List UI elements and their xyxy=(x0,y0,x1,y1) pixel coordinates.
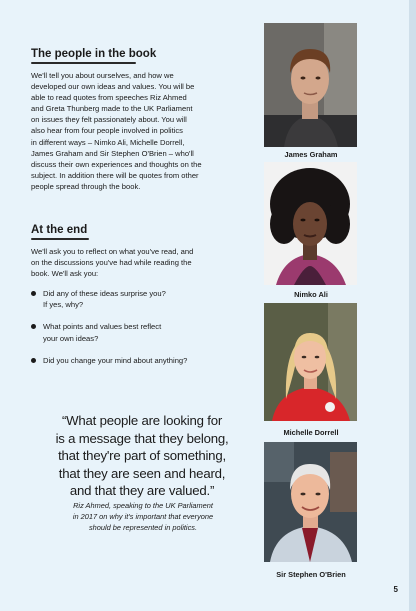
quote-line: is a message that they belong, xyxy=(55,430,229,446)
text-line: discuss their own experiences and thoughts on the xyxy=(31,159,202,169)
person-caption: Michelle Dorrell xyxy=(283,428,339,437)
text-line: We'll ask you to reflect on what you've read, and xyxy=(31,247,194,256)
list-item xyxy=(31,355,231,366)
list-item-text: What points and values best reflect xyxy=(43,322,162,332)
portrait-stephen-obrien-icon xyxy=(264,442,357,562)
quote-line: “What people are looking for xyxy=(61,413,223,428)
person-caption: Nimko Ali xyxy=(294,290,328,299)
portrait-nimko-ali-icon xyxy=(264,162,357,285)
list-item-text: your own ideas? xyxy=(43,333,99,343)
quote-line: and that they are valued.” xyxy=(69,483,215,499)
attribution-line: should be represented in politics. xyxy=(88,523,198,532)
attribution-line: Riz Ahmed, speaking to the UK Parliament xyxy=(73,501,213,510)
section-paragraph xyxy=(31,70,231,192)
quote-line: that they're part of something, xyxy=(58,448,226,464)
person-caption: James Graham xyxy=(284,150,338,159)
text-line: in different ways – Nimko Ali, Michelle Dorrell, xyxy=(31,137,185,147)
question-list xyxy=(31,288,231,377)
bullet-icon xyxy=(31,291,36,296)
portrait-james-graham-icon xyxy=(264,23,357,147)
section-paragraph xyxy=(31,246,231,279)
text-line: We'll tell you about ourselves, and how we xyxy=(31,71,174,80)
page-edge xyxy=(409,0,416,611)
bullet-icon xyxy=(31,324,36,329)
text-line: people spread through the book. xyxy=(31,181,141,191)
section-heading: The people in the book xyxy=(31,48,157,60)
list-item xyxy=(31,288,231,310)
list-item-text: If yes, why? xyxy=(43,300,84,310)
person-caption: Sir Stephen O'Brien xyxy=(276,570,346,579)
text-line: able to read quotes from speeches Riz Ahmed xyxy=(31,93,187,103)
list-item-text: Did any of these ideas surprise you? xyxy=(43,289,166,298)
heading-underline xyxy=(31,238,89,240)
page-number: 5 xyxy=(393,585,398,594)
text-line: and Greta Thunberg made to the UK Parliament xyxy=(31,104,193,114)
text-line: James Graham and Sir Stephen O'Brien – who'll xyxy=(31,148,194,158)
section-heading: At the end xyxy=(31,224,88,236)
text-line: subject. In addition there will be quotes from other xyxy=(31,170,199,180)
quote-attribution xyxy=(48,500,238,533)
portrait-michelle-dorrell-icon xyxy=(264,303,357,421)
list-item-text: Did you change your mind about anything? xyxy=(43,355,188,365)
text-line: also hear from four people involved in politics xyxy=(31,126,183,136)
bullet-icon xyxy=(31,358,36,363)
heading-underline xyxy=(31,62,136,64)
attribution-line: in 2017 on why it's important that everyone xyxy=(72,512,214,521)
pull-quote xyxy=(52,412,232,500)
section-people-in-book xyxy=(31,48,231,192)
text-line: on issues they felt passionately about. You will xyxy=(31,115,187,125)
quote-line: that they are seen and heard, xyxy=(58,465,226,481)
text-line: on the discussions you've had while reading the xyxy=(31,258,192,268)
text-line: book. We'll ask you: xyxy=(31,269,99,279)
section-at-the-end xyxy=(31,224,231,279)
text-line: developed our own ideas and values. You will be xyxy=(31,82,195,92)
list-item xyxy=(31,321,231,343)
